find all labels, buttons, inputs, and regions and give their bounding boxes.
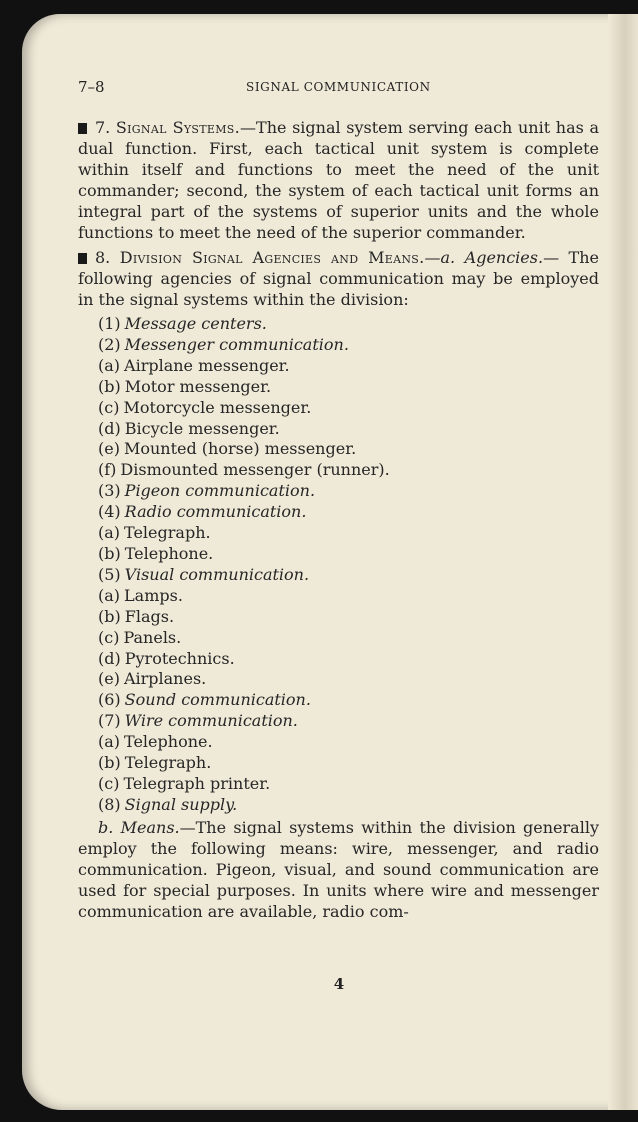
agency-list [78,314,599,816]
list-item-text: Mounted (horse) messenger. [123,439,357,459]
list-item [78,460,599,481]
list-item [78,669,599,690]
list-item-number: (b) [98,606,121,626]
list-item-number: (b) [98,753,121,773]
list-item [78,732,599,753]
list-item [78,753,599,774]
list-item [78,774,599,795]
list-item-text: Telegraph printer. [123,773,271,793]
section-8-sub-a-title: Agencies. [464,248,544,267]
list-item-number: (c) [98,627,120,647]
list-item-text: Message centers. [124,314,267,333]
list-item-number: (c) [98,773,120,793]
section-8-sub-b-paragraph [78,817,599,922]
footer-page-number: 4 [333,975,345,993]
list-item-number: (e) [98,439,120,459]
list-item [78,377,599,398]
list-item-number: (6) [98,690,121,710]
list-item [78,481,599,502]
body-text [78,117,599,926]
list-item-text: Signal supply. [124,794,238,814]
running-title: SIGNAL COMMUNICATION [246,80,431,94]
section-8-sub-b-text: —The signal systems within the division generally employ the following means: wire, messenger, and radio communication. Pigeon, visual, and sound communication are used for special purposes. In units where wire and messenger communication are available, radio com- [78,817,599,921]
list-item-number: (7) [98,711,121,731]
section-bullet-icon [78,123,87,134]
section-7-number: 7. [95,118,111,137]
list-item [78,607,599,628]
section-8-paragraph [78,247,599,310]
list-item-number: (f) [98,460,117,480]
list-item-text: Motor messenger. [124,376,272,396]
list-item-number: (d) [98,648,121,668]
list-item [78,356,599,377]
list-item-text: Telephone. [124,543,214,563]
list-item-text: Radio communication. [124,502,307,522]
list-item-number: (3) [98,481,121,501]
list-item [78,523,599,544]
list-item-text: Bicycle messenger. [124,418,280,438]
list-item-number: (a) [98,355,121,375]
list-item-text: Pigeon communication. [124,481,316,501]
section-7-paragraph [78,117,599,243]
list-item [78,314,599,335]
page-header [78,78,598,98]
list-item-text: Lamps. [124,585,183,605]
list-item-number: (a) [98,732,121,752]
list-item-number: (d) [98,418,121,438]
list-item [78,628,599,649]
list-item-text: Dismounted messenger (runner). [120,460,390,480]
section-bullet-icon [78,253,87,264]
list-item-text: Motorcycle messenger. [123,397,312,417]
list-item-text: Airplanes. [123,669,207,689]
list-item [78,795,599,816]
list-item-text: Sound communication. [124,690,311,710]
section-8-sub-b-label: b. [98,817,114,837]
list-item-number: (2) [98,334,121,354]
list-item-text: Telegraph. [124,753,212,773]
header-page-number: 7–8 [78,78,105,96]
page-edge [608,14,638,1110]
list-item [78,586,599,607]
section-8-intro: — The following agencies of signal communication may be employed in the signal systems within the division: [78,248,599,309]
list-item-text: Panels. [123,627,182,647]
list-item-number: (8) [98,794,121,814]
section-8-sub-b-title: Means. [120,817,180,837]
list-item-number: (1) [98,314,121,333]
section-8-heading: Division Signal Agencies and Means. [119,248,425,267]
list-item-text: Airplane messenger. [124,355,290,375]
section-7-heading: Signal Systems. [115,118,241,137]
list-item-number: (b) [98,376,121,396]
list-item-number: (4) [98,502,121,522]
list-item-number: (a) [98,585,121,605]
list-item-number: (a) [98,523,121,543]
list-item [78,398,599,419]
list-item-text: Pyrotechnics. [124,648,235,668]
list-item [78,711,599,732]
list-item-number: (b) [98,543,121,563]
list-item [78,544,599,565]
section-8-number: 8. [95,248,111,267]
list-item [78,649,599,670]
list-item-text: Telephone. [124,732,213,752]
list-item [78,502,599,523]
section-8-sub-a-label: —a. [424,248,456,267]
list-item-number: (e) [98,669,120,689]
list-item-text: Visual communication. [124,564,310,584]
list-item [78,439,599,460]
list-item [78,335,599,356]
list-item [78,565,599,586]
list-item-number: (c) [98,397,120,417]
list-item [78,690,599,711]
list-item [78,419,599,440]
list-item-text: Flags. [124,606,175,626]
list-item-text: Messenger communication. [124,334,349,354]
section-7-text: —The signal system serving each unit has a dual function. First, each tactical unit system is complete within itself and functions to meet the need of the unit commander; second, the system of each tactical unit forms an integral part of the systems of superior units and the whole functions to meet the need of the superior commander. [78,118,599,242]
list-item-text: Wire communication. [124,711,298,731]
list-item-number: (5) [98,564,121,584]
list-item-text: Telegraph. [124,523,211,543]
